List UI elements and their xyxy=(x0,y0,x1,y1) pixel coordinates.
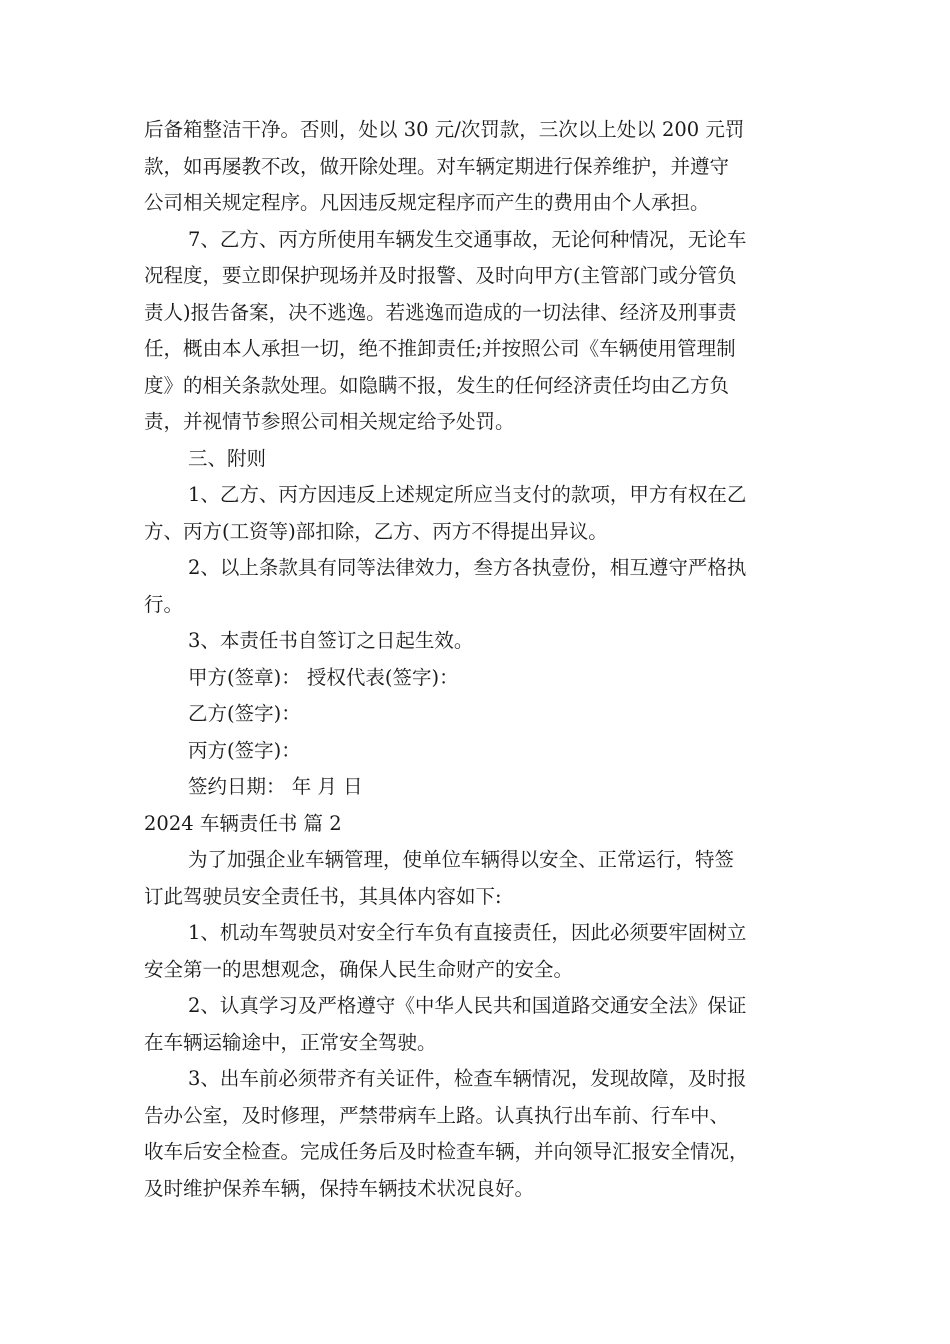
article-heading: 2024 车辆责任书 篇 2 xyxy=(144,812,342,835)
paragraph-start-line: 3、本责任书自签订之日起生效。 xyxy=(188,629,474,652)
text-line: 及时维护保养车辆，保持车辆技术状况良好。 xyxy=(144,1177,535,1200)
signing-date-line: 签约日期： 年 月 日 xyxy=(188,775,363,798)
text-line: 况程度，要立即保护现场并及时报警、及时向甲方(主管部门或分管负 xyxy=(144,264,737,287)
text-line: 责，并视情节参照公司相关规定给予处罚。 xyxy=(144,410,515,433)
text-line: 后备箱整洁干净。否则，处以 30 元/次罚款，三次以上处以 200 元罚 xyxy=(144,118,745,141)
paragraph-start-line: 3、出车前必须带齐有关证件，检查车辆情况，发现故障，及时报 xyxy=(188,1067,747,1090)
paragraph-start-line: 7、乙方、丙方所使用车辆发生交通事故，无论何种情况，无论车 xyxy=(188,228,747,251)
text-line: 方、丙方(工资等)部扣除，乙方、丙方不得提出异议。 xyxy=(144,520,608,543)
paragraph-start-line: 为了加强企业车辆管理，使单位车辆得以安全、正常运行，特签 xyxy=(188,848,735,871)
text-line: 公司相关规定程序。凡因违反规定程序而产生的费用由个人承担。 xyxy=(144,191,710,214)
text-line: 告办公室，及时修理，严禁带病车上路。认真执行出车前、行车中、 xyxy=(144,1104,730,1127)
text-line: 任，概由本人承担一切，绝不推卸责任;并按照公司《车辆使用管理制 xyxy=(144,337,736,360)
text-line: 行。 xyxy=(144,593,184,616)
signature-line-party-b: 乙方(签字)： xyxy=(188,702,301,725)
signature-line-party-a: 甲方(签章)： 授权代表(签字)： xyxy=(188,666,459,689)
text-line: 安全第一的思想观念，确保人民生命财产的安全。 xyxy=(144,958,574,981)
text-line: 款，如再屡教不改，做开除处理。对车辆定期进行保养维护，并遵守 xyxy=(144,155,730,178)
paragraph-start-line: 1、机动车驾驶员对安全行车负有直接责任，因此必须要牢固树立 xyxy=(188,921,747,944)
paragraph-start-line: 2、以上条款具有同等法律效力，叁方各执壹份，相互遵守严格执 xyxy=(188,556,747,579)
text-line: 收车后安全检查。完成任务后及时检查车辆，并向领导汇报安全情况， xyxy=(144,1140,749,1163)
signature-line-party-c: 丙方(签字)： xyxy=(188,739,301,762)
text-line: 订此驾驶员安全责任书，其具体内容如下: xyxy=(144,885,502,908)
paragraph-start-line: 2、认真学习及严格遵守《中华人民共和国道路交通安全法》保证 xyxy=(188,994,747,1017)
text-line: 在车辆运输途中，正常安全驾驶。 xyxy=(144,1031,437,1054)
section-heading: 三、附则 xyxy=(188,447,267,470)
text-line: 责人)报告备案，决不逃逸。若逃逸而造成的一切法律、经济及刑事责 xyxy=(144,301,737,324)
paragraph-start-line: 1、乙方、丙方因违反上述规定所应当支付的款项，甲方有权在乙 xyxy=(188,483,747,506)
text-line: 度》的相关条款处理。如隐瞒不报，发生的任何经济责任均由乙方负 xyxy=(144,374,730,397)
